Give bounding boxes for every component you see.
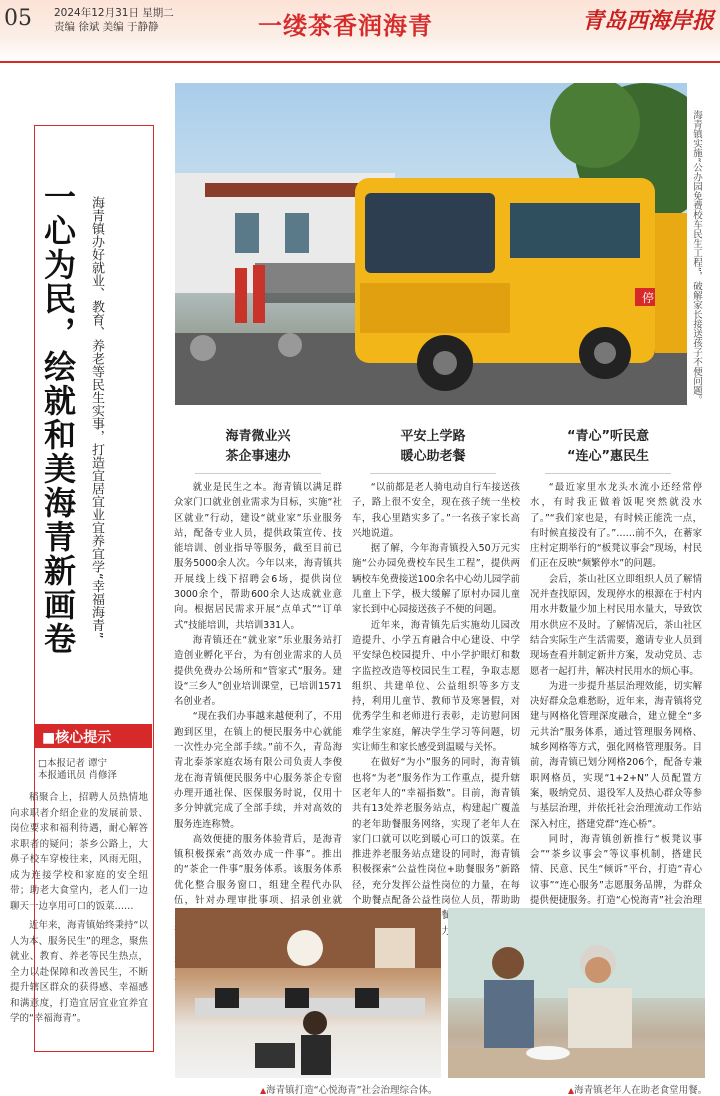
issue-date: 2024年12月31日 星期二 xyxy=(54,7,174,19)
paragraph: “以前都是老人骑电动自行车接送孩子，路上很不安全，现在孩子统一坐校车，我心里踏实多了。”一名孩子家长高兴地说道。 xyxy=(352,482,520,539)
canteen-illustration xyxy=(448,908,705,1078)
service-center-illustration xyxy=(175,908,441,1078)
paragraph: 高效便捷的服务体验背后，是海青镇积极探索“高效办成一件事”。推出的“茶企一件事”服务体系。该服务体系优化整合服务窗口，组建全程代办队伍，针对办理审批事项、招录创业就 xyxy=(174,833,342,907)
bottom-right-caption xyxy=(568,1082,707,1096)
correspondent-byline: 本报通讯员 肖修泽 xyxy=(38,770,118,781)
article-column-2 xyxy=(352,480,520,954)
paragraph: 近年来，海青镇先后实施幼儿园改造提升、小学五育融合中心建设、中学平安绿色校园提升、中小学护眼灯和数字监控改造等校园民生工程，争取志愿组织、共建单位、公益组织等多方支持，利用儿童节、教师节及寒暑假，对优秀学生和老师进行表彰，走访慰问困难学生家庭，解决学生学习等问题，切实让师生和家长感受到温暖与关怀。 xyxy=(352,619,520,754)
core-intro xyxy=(10,790,148,1027)
section-title-line: 茶企事速办 xyxy=(225,449,291,464)
reporter-byline: □本报记者 谭宁 xyxy=(38,758,107,769)
school-bus-photo xyxy=(175,83,687,405)
paragraph: 在做好“为小”服务的同时，海青镇也将“为老”服务作为工作重点，提升辖区老年人的“幸福指数”。目前，海青镇共有13处养老服务站点，构建起广覆盖的老年助餐服务网络，实现了老年人在家门口就可以吃到暖心可口的饭菜。在推进养老服务站点建设的同时，海青镇积极探索“公益性岗位+助餐服务”新路径，充分发挥公益性岗位的力量，在每个助餐点配备公益性岗位人员，帮助助 配餐 压力， xyxy=(352,757,520,937)
section-head-employment xyxy=(195,427,321,474)
paragraph: “最近家里水龙头水流小还经常停水，有时我正做着饭呢突然就没水了。”“我们家也是，有时候正能洗一点，有时候直接没有了。”……前不久，在蓄家庄村定期举行的“板凳议事会”现场，村民们正在反映“频繁停水”的问题。 xyxy=(530,482,702,570)
article-subheadline: 海青镇办好就业、教育、养老等民生实事，打造宜居宜业宜养宜学“幸福海青” xyxy=(89,196,104,639)
service-center-photo xyxy=(175,908,441,1078)
caption-text: 海青镇打造“心悦海青”社会治理综合体。 xyxy=(266,1085,438,1096)
page-number: 05 xyxy=(4,6,32,31)
core-tip-label: ■核心提示 xyxy=(42,730,112,746)
section-title-line: 平安上学路 xyxy=(400,429,466,444)
section-title-line: 暖心助老餐 xyxy=(400,449,466,464)
intro-paragraph: 稻聚合上，招聘人员热情地向求职者介绍企业的发展前景、岗位要求和福利待遇，耐心解答求职者的疑问；茶乡公路上，大鼻子校车穿梭往来，风雨无阻，成为连接学校和家庭的安全纽带；助老大食堂内，老人们一边聊天一边享用可口的饭菜…… xyxy=(10,792,148,912)
editors-line: 责编 徐斌 美编 于静静 xyxy=(54,21,159,33)
paragraph: 会后，茶山社区立即组织人员了解情况并查找原因，发现停水的根源在于村内用水井数量少加上村民用水量大，导致饮用水供应不及时。了解情况后，茶山社区结合实际生产生活需要，邀请专业人员到现场查看并制定新井方案，发动党员、志愿者一起打井，解决村民用水的烦心事。 xyxy=(530,573,702,677)
caption-marker-icon: ▲ xyxy=(568,1086,575,1095)
bottom-left-caption xyxy=(260,1082,438,1096)
paragraph: 就业是民生之本。海青镇以满足群众家门口就业创业需求为目标，实施“社区就业”行动，建设“就业家”乐业服务站，配备专业人员，提供政策宣传、技能培训、创业指导等服务，截至目前已服务5000余人次。今年以来，海青镇共开展线上线下招聘会6场，提供岗位3000余个，帮助600余人达成就业意向。根据居民需求开展“点单式”“订单式”技能培训，共培训331人。 xyxy=(174,482,342,631)
paragraph: 为进一步提升基层治理效能，切实解决好群众急难愁盼，近年来，海青镇将党建与网格化管理深度融合，建立健全“多元共治”服务体系，通过管理服务网格、城乡网格等方式，强化网格管理服务。目前，海青镇已划分网格206个，配备专兼职网格员，实现“1+2+N”人员配置方案，吸纳党员、退役军人及热心群众等参与基层治理，并依托社会治理流动工作站深入村庄，搭建党群“连心桥”。 xyxy=(530,680,702,830)
section-title-line: 海青微业兴 xyxy=(225,429,291,444)
paragraph: “现在我们办事越来越便利了，不用跑到区里，在镇上的便民服务中心就能一次性办完全部手续。”前不久，青岛海青北泰茶家庭农场有限公司负责人李俊龙在海青镇便民服务中心服务茶企专窗办理开通社保、医保服务时说，仅用十多分钟就完成了全部手续，并对高效的服务连连称赞。 xyxy=(174,711,342,830)
caption-text: 海青镇老年人在助老食堂用餐。 xyxy=(574,1085,708,1096)
paragraph: 同时，海青镇创新推行“板凳议事会”“茶乡议事会”等议事机制，搭建民情、民意、民生“倾诉”平台，打造“青心议事”“连心服务”志愿服务品牌，为群众提供便捷服务。打造“心悦海青”社会治理 xyxy=(530,833,702,907)
header-divider xyxy=(0,61,720,63)
article-headline: 一心为民，绘就和美海青新画卷 xyxy=(39,180,77,656)
newspaper-brand-logo: 青岛西海岸报 xyxy=(582,8,715,34)
section-title-line: “连心”惠民生 xyxy=(566,449,650,464)
canteen-photo xyxy=(448,908,705,1078)
bus-stop-sign: 停 xyxy=(642,291,655,305)
main-photo-caption: 海青镇实施“公办园免费校车民生工程”，破解家长接送孩子不便问题。 xyxy=(691,110,702,405)
school-bus-illustration xyxy=(175,83,687,405)
paragraph: 海青镇还在“就业家”乐业服务站打造创业孵化平台，为有创业需求的人员提供免费办公场所和“管家式”服务。建设“三乡人”创业培训课堂，已培训1571名创业者。 xyxy=(174,634,342,708)
section-head-education xyxy=(370,427,496,474)
intro-paragraph: 近年来，海青镇始终秉持“以人为本、服务民生”的理念，聚焦就业、教育、养老等民生热点，全力以赴保障和改善民生，不断提升辖区群众的获得感、幸福感和满意度，打造宜居宜业宜养宜学的“幸福海青”。 xyxy=(10,920,148,1024)
caption-marker-icon: ▲ xyxy=(260,1086,267,1095)
section-head-governance xyxy=(545,427,671,474)
paragraph: 据了解，今年海青镇投入50万元实施“公办园免费校车民生工程”，提供两辆校车免费接送100余名中心幼儿园学前儿童上下学，极大缓解了原村办园儿童家长到中心园接送孩子不便的问题。 xyxy=(352,543,520,616)
page-section-title: 一缕茶香润海青 xyxy=(258,11,433,40)
section-title-line: “青心”听民意 xyxy=(566,429,650,444)
